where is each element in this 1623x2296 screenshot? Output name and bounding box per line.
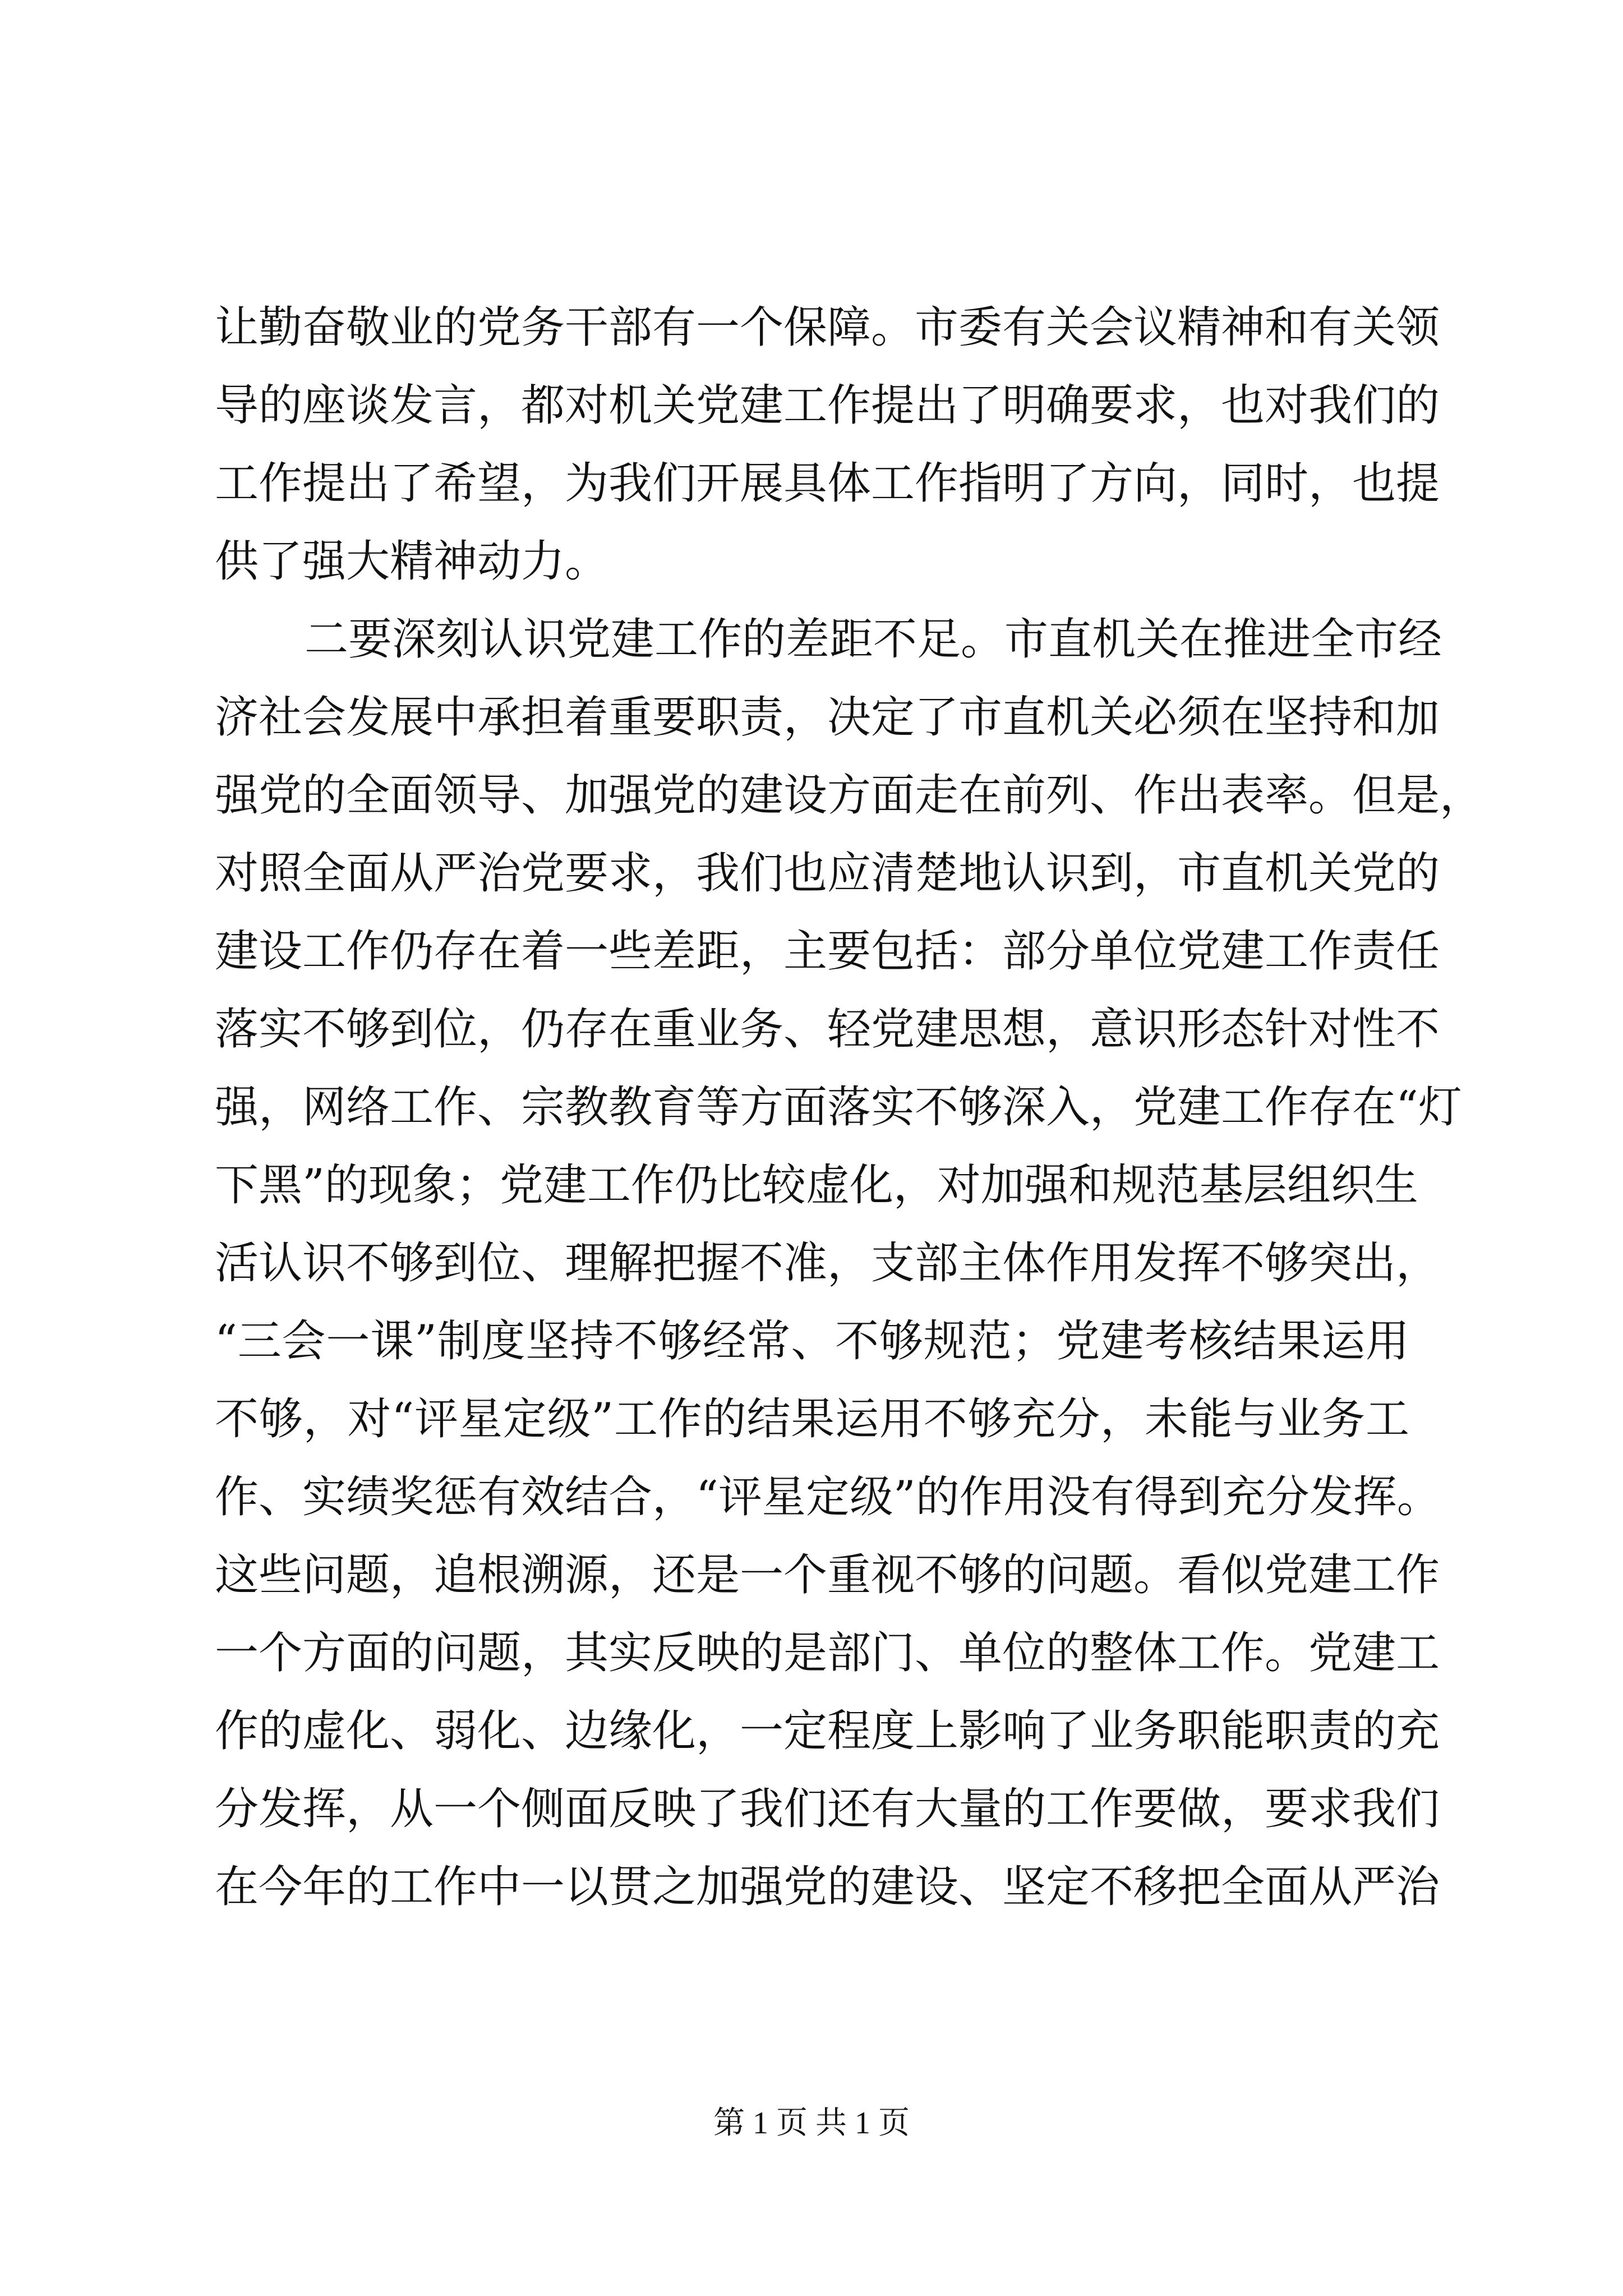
text-line: 不够，对“评星定级”工作的结果运用不够充分，未能与业务工	[215, 1394, 1409, 1444]
text-line: 下黑”的现象；党建工作仍比较虚化，对加强和规范基层组织生	[215, 1160, 1418, 1211]
text-line: 供了强大精神动力。	[215, 536, 609, 587]
text-line: 强党的全面领导、加强党的建设方面走在前列、作出表率。但是，	[215, 770, 1484, 821]
text-line: 这些问题，追根溯源，还是一个重视不够的问题。看似党建工作	[215, 1550, 1440, 1600]
text-line: “三会一课”制度坚持不够经常、不够规范；党建考核结果运用	[215, 1316, 1409, 1366]
document-body	[215, 289, 1484, 1926]
text-line: 强，网络工作、宗教教育等方面落实不够深入，党建工作存在“灯	[215, 1082, 1462, 1133]
paragraph-start-line: 二要深刻认识党建工作的差距不足。市直机关在推进全市经	[305, 614, 1442, 665]
text-line: 建设工作仍存在着一些差距，主要包括：部分单位党建工作责任	[215, 926, 1440, 977]
text-line: 对照全面从严治党要求，我们也应清楚地认识到，市直机关党的	[215, 848, 1440, 899]
text-line: 一个方面的问题，其实反映的是部门、单位的整体工作。党建工	[215, 1628, 1440, 1678]
text-line: 导的座谈发言，都对机关党建工作提出了明确要求，也对我们的	[215, 380, 1440, 431]
text-line: 分发挥，从一个侧面反映了我们还有大量的工作要做，要求我们	[215, 1784, 1440, 1834]
text-line: 让勤奋敬业的党务干部有一个保障。市委有关会议精神和有关领	[215, 302, 1440, 353]
text-line: 在今年的工作中一以贯之加强党的建设、坚定不移把全面从严治	[215, 1862, 1440, 1912]
text-line: 济社会发展中承担着重要职责，决定了市直机关必须在坚持和加	[215, 692, 1440, 743]
text-line: 作的虚化、弱化、边缘化，一定程度上影响了业务职能职责的充	[215, 1706, 1440, 1756]
text-line: 工作提出了希望，为我们开展具体工作指明了方向，同时，也提	[215, 458, 1440, 509]
text-line: 作、实绩奖惩有效结合，“评星定级”的作用没有得到充分发挥。	[215, 1472, 1441, 1522]
text-line: 活认识不够到位、理解把握不准，支部主体作用发挥不够突出，	[215, 1238, 1440, 1289]
text-line: 落实不够到位，仍存在重业务、轻党建思想，意识形态针对性不	[215, 1004, 1440, 1055]
page-number-footer: 第 1 页 共 1 页	[713, 2106, 910, 2141]
